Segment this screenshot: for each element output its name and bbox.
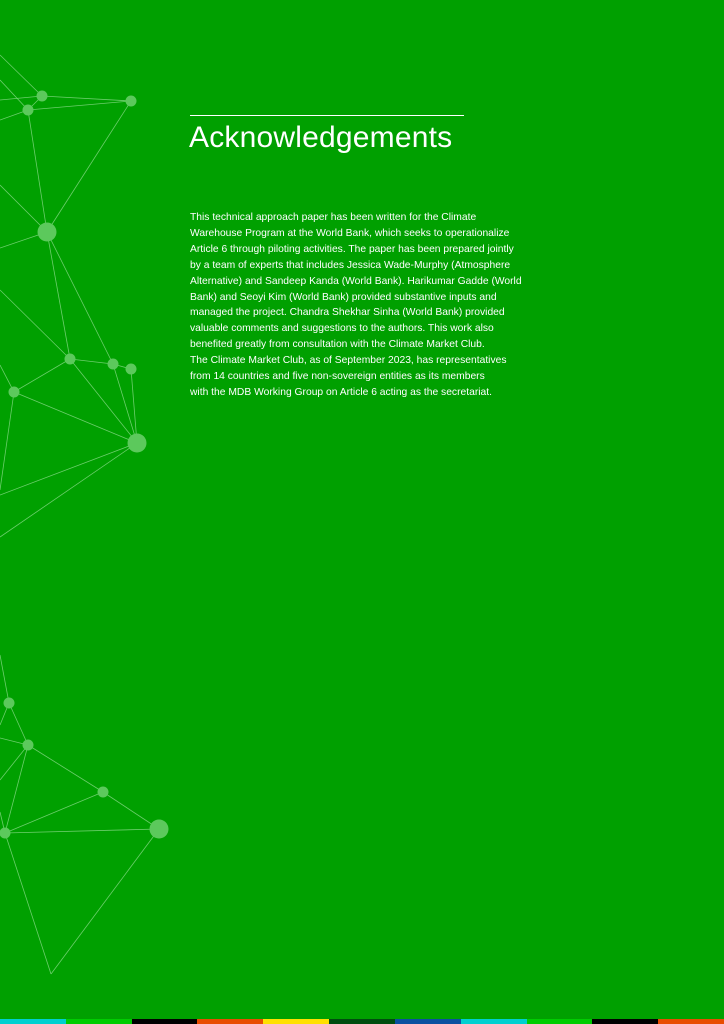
network-node (9, 387, 20, 398)
color-stripe-segment (263, 1019, 329, 1024)
body-line: Article 6 through piloting activities. The paper has been prepared jointly (190, 243, 514, 255)
network-lines (0, 55, 159, 974)
network-node (108, 359, 119, 370)
color-stripe-segment (395, 1019, 461, 1024)
body-line: Warehouse Program at the World Bank, which seeks to operationalize (190, 227, 510, 239)
network-node (0, 828, 11, 839)
color-stripe-segment (197, 1019, 263, 1024)
body-line: benefited greatly from consultation with the Climate Market Club. (190, 339, 485, 351)
body-line: Alternative) and Sandeep Kanda (World Bank). Harikumar Gadde (World (190, 275, 522, 287)
network-node (23, 740, 34, 751)
color-stripe-segment (329, 1019, 395, 1024)
body-line: The Climate Market Club, as of September 2023, has representatives (190, 355, 507, 367)
body-line: managed the project. Chandra Shekhar Sinha (World Bank) provided (190, 307, 505, 319)
body-line: with the MDB Working Group on Article 6 acting as the secretariat. (190, 386, 492, 398)
color-stripe-segment (132, 1019, 198, 1024)
body-line: by a team of experts that includes Jessica Wade-Murphy (Atmosphere (190, 259, 511, 271)
acknowledgements-body (190, 210, 560, 401)
color-stripe-segment (658, 1019, 724, 1024)
network-node (98, 787, 109, 798)
body-line: valuable comments and suggestions to the authors. This work also (190, 323, 494, 335)
network-node (150, 820, 169, 839)
network-node (126, 364, 137, 375)
body-line: This technical approach paper has been written for the Climate (190, 212, 477, 223)
color-stripe-bar (0, 1019, 724, 1024)
color-stripe-segment (0, 1019, 66, 1024)
color-stripe-segment (527, 1019, 593, 1024)
network-node (38, 223, 57, 242)
network-node (23, 105, 34, 116)
body-line: Bank) and Seoyi Kim (World Bank) provided substantive inputs and (190, 291, 497, 303)
color-stripe-segment (592, 1019, 658, 1024)
network-node (4, 698, 15, 709)
network-node (37, 91, 48, 102)
body-line: from 14 countries and five non-sovereign entities as its members (190, 371, 485, 383)
network-node (126, 96, 137, 107)
network-node (128, 434, 147, 453)
page-title: Acknowledgements (189, 121, 453, 154)
title-rule (190, 115, 464, 116)
color-stripe-segment (461, 1019, 527, 1024)
color-stripe-segment (66, 1019, 132, 1024)
network-nodes (0, 91, 169, 839)
network-node (65, 354, 76, 365)
